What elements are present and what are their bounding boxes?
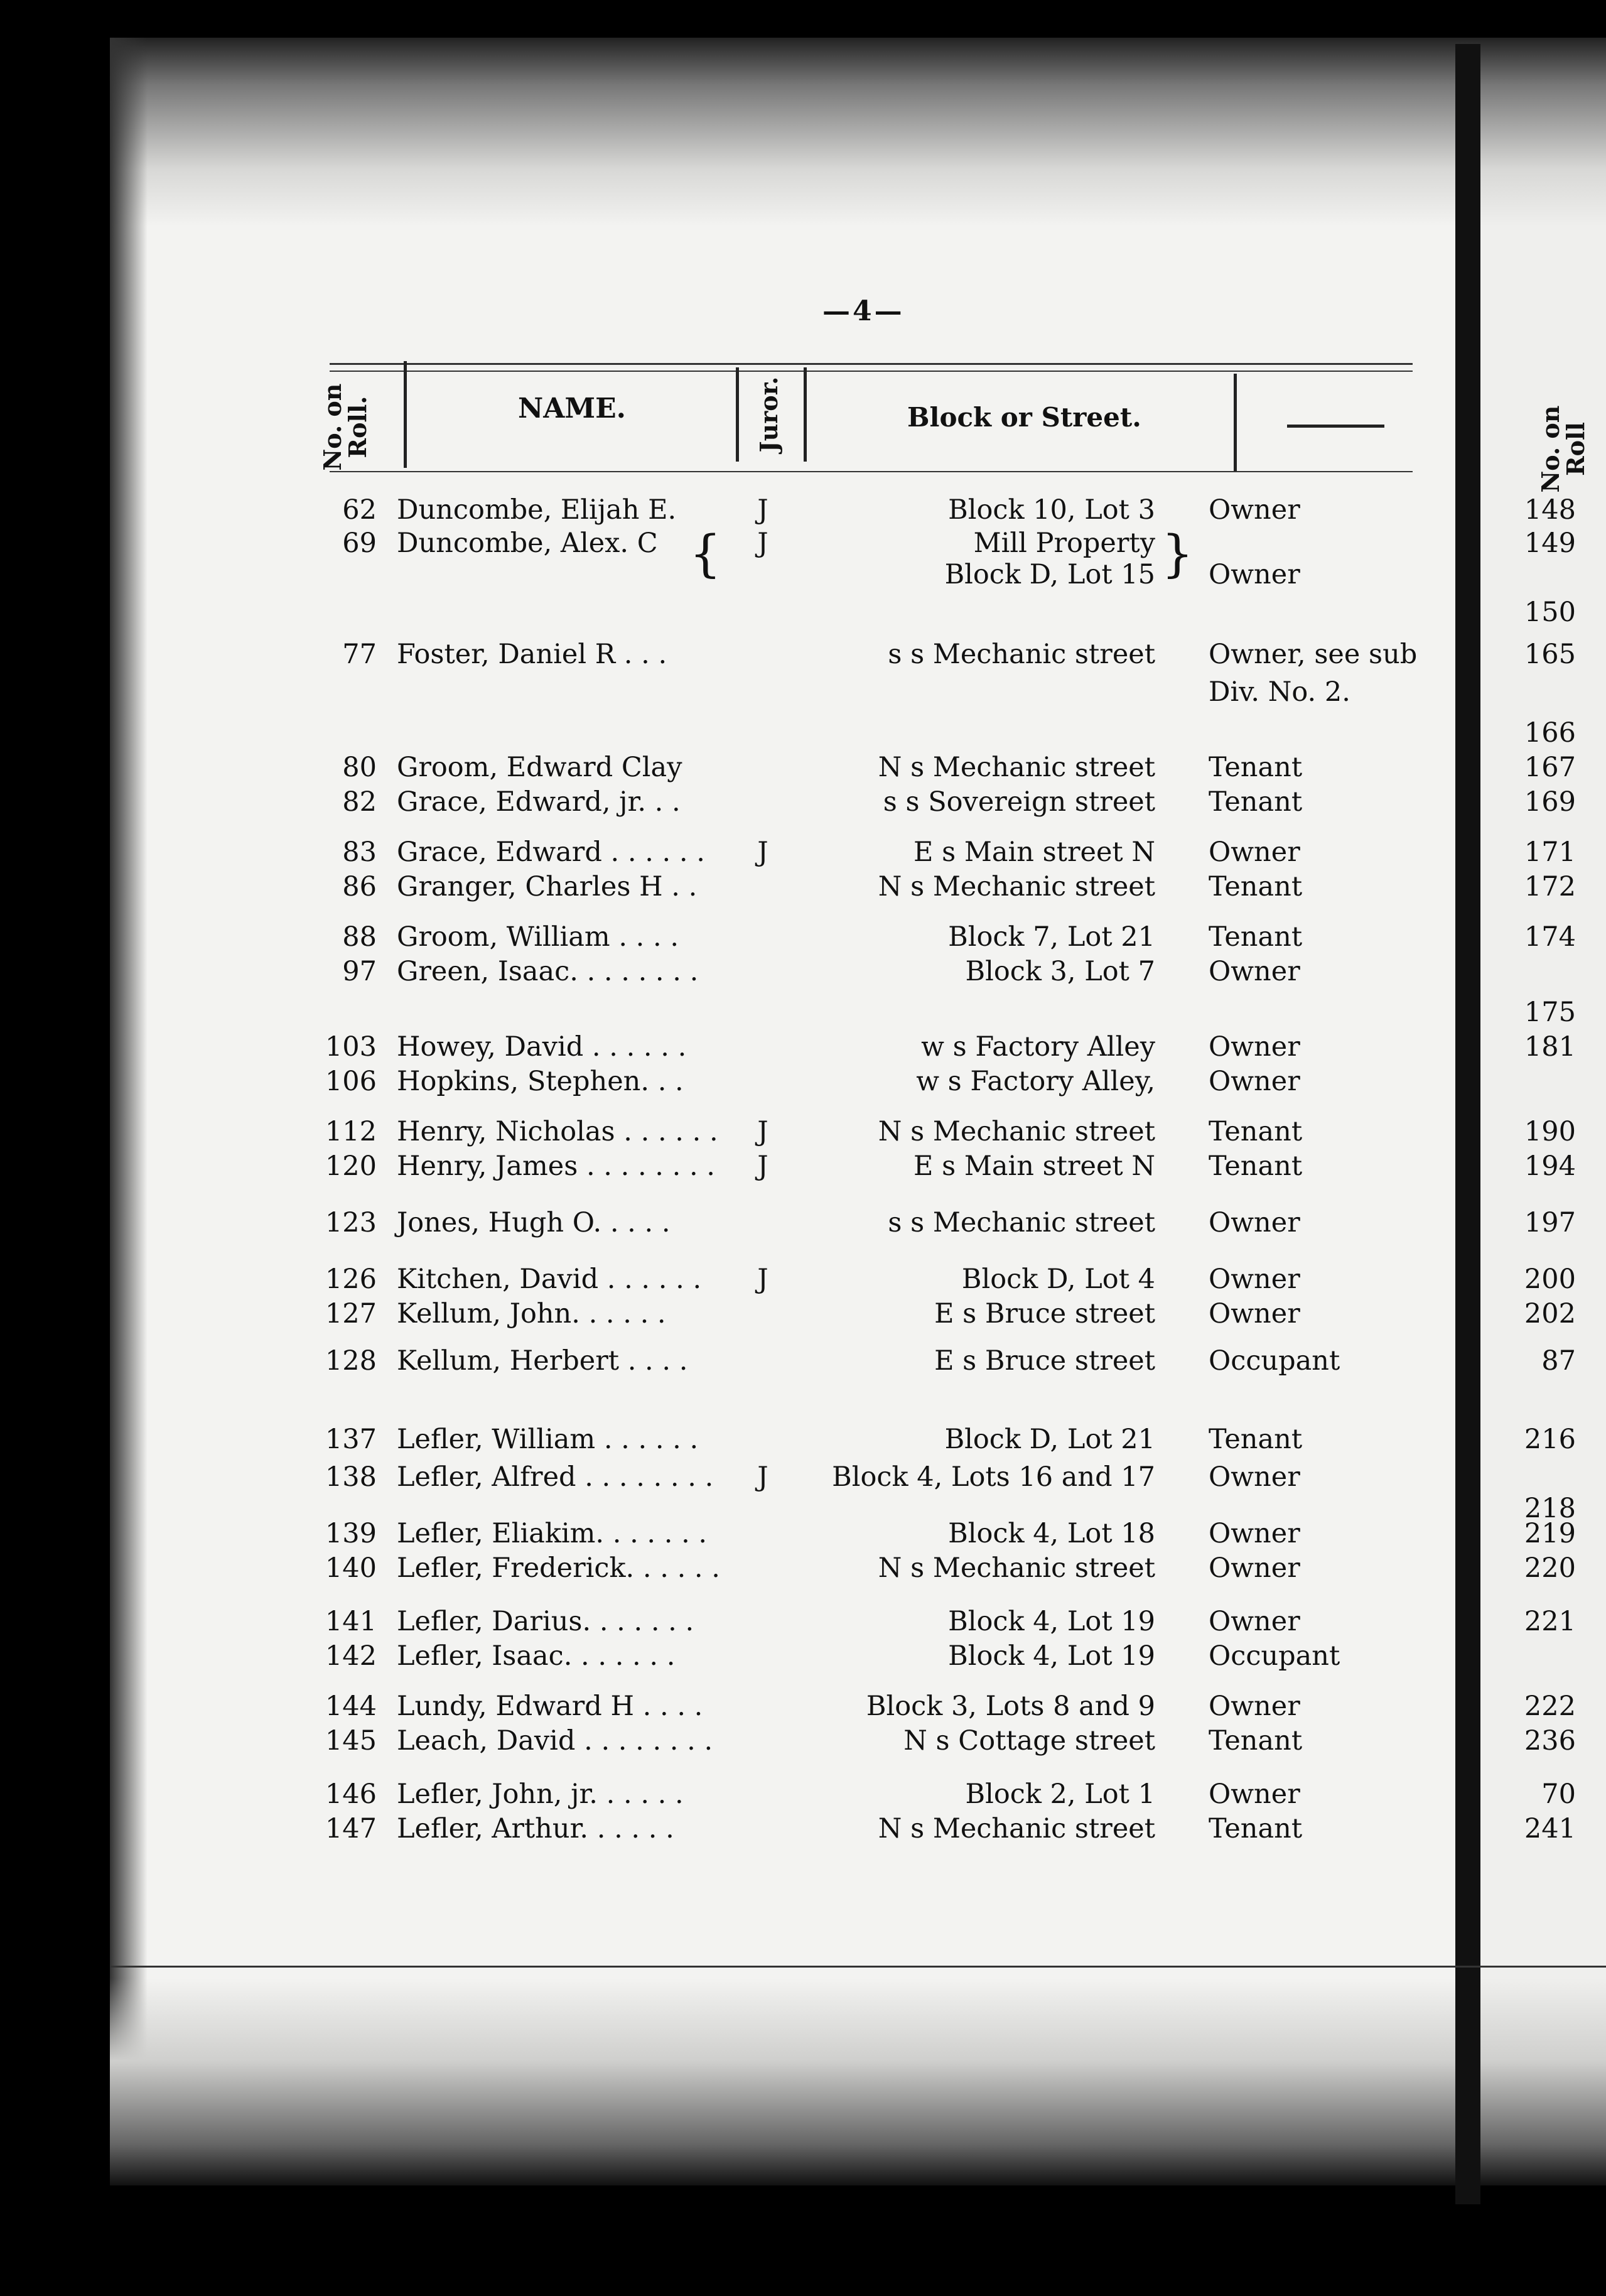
table-row	[0, 750, 1606, 784]
roll-number: 128	[325, 1345, 377, 1377]
table-row	[0, 835, 1606, 869]
person-name: Duncombe, Elijah E.	[397, 494, 677, 526]
header-rule-top	[330, 363, 1413, 365]
person-name: Groom, Edward Clay	[397, 752, 682, 783]
right-roll-number: 197	[1524, 1207, 1576, 1238]
right-roll-number: 175	[1524, 997, 1576, 1028]
right-roll-number: 70	[1541, 1779, 1576, 1810]
occupancy-status: Owner	[1209, 837, 1300, 868]
block-or-street: Mill Property	[973, 528, 1155, 559]
right-roll-number: 167	[1524, 752, 1576, 783]
block-or-street: Block 4, Lot 19	[948, 1606, 1155, 1637]
header-rule-top-2	[330, 371, 1413, 372]
person-name: Leach, David . . . . . . . .	[397, 1725, 713, 1757]
person-name: Kitchen, David . . . . . .	[397, 1264, 702, 1295]
block-or-street: Block 3, Lot 7	[965, 956, 1155, 987]
person-name: Jones, Hugh O. . . . .	[397, 1207, 671, 1238]
roll-number: 145	[325, 1725, 377, 1757]
table-row	[0, 1812, 1606, 1846]
table-row	[0, 1777, 1606, 1811]
table-row	[0, 637, 1606, 671]
person-name: Howey, David . . . . . .	[397, 1031, 687, 1063]
right-roll-number: 172	[1524, 871, 1576, 902]
right-roll-number: 216	[1524, 1424, 1576, 1455]
table-row	[0, 1262, 1606, 1296]
occupancy-status: Tenant	[1209, 1725, 1303, 1757]
roll-number: 112	[325, 1116, 377, 1147]
occupancy-status: Owner	[1209, 1518, 1300, 1549]
table-row	[0, 785, 1606, 819]
block-or-street: N s Mechanic street	[878, 1552, 1155, 1584]
occupancy-status: Owner	[1209, 1691, 1300, 1722]
block-or-street: N s Mechanic street	[878, 1116, 1155, 1147]
juror-mark: J	[757, 837, 768, 868]
occupancy-status: Occupant	[1209, 1345, 1340, 1377]
left-page	[110, 38, 1491, 2185]
occupancy-status: Tenant	[1209, 1813, 1303, 1844]
occupancy-status: Owner	[1209, 1207, 1300, 1238]
roll-number: 97	[342, 956, 377, 987]
person-name: Groom, William . . . .	[397, 921, 679, 953]
occupancy-status: Owner	[1209, 1066, 1300, 1097]
scan-shadow-bottom-right	[1480, 1978, 1606, 2185]
block-or-street: E s Main street N	[913, 837, 1155, 868]
occupancy-status: Tenant	[1209, 921, 1303, 953]
occupancy-status: Owner	[1209, 1779, 1300, 1810]
block-or-street: N s Mechanic street	[878, 752, 1155, 783]
roll-number: 103	[325, 1031, 377, 1063]
occupancy-status: Owner	[1209, 1264, 1300, 1295]
table-row	[0, 1460, 1606, 1494]
scan-shadow-left	[110, 38, 148, 2185]
block-or-street: s s Mechanic street	[888, 639, 1155, 670]
roll-number: 62	[342, 494, 377, 526]
right-roll-number: 165	[1524, 639, 1576, 670]
person-name: Lefler, Alfred . . . . . . . .	[397, 1461, 714, 1493]
block-or-street: s s Mechanic street	[888, 1207, 1155, 1238]
roll-number: 120	[325, 1151, 377, 1182]
occupancy-status: Tenant	[1209, 752, 1303, 783]
header-no-on-roll: No. on Roll.	[318, 383, 372, 471]
person-name: Lefler, Eliakim. . . . . . .	[397, 1518, 708, 1549]
table-row	[0, 1064, 1606, 1098]
right-roll-number: 219	[1524, 1518, 1576, 1549]
block-or-street: N s Mechanic street	[878, 1813, 1155, 1844]
block-or-street: Block 2, Lot 1	[965, 1779, 1155, 1810]
person-name: Lefler, Isaac. . . . . . .	[397, 1640, 676, 1672]
occupancy-status: Owner	[1209, 1298, 1300, 1329]
block-or-street: Block 10, Lot 3	[948, 494, 1155, 526]
roll-number: 139	[325, 1518, 377, 1549]
right-roll-number: 194	[1524, 1151, 1576, 1182]
roll-number: 123	[325, 1207, 377, 1238]
juror-mark: J	[757, 1151, 768, 1182]
occupancy-status: Owner	[1209, 559, 1300, 590]
person-name: Grace, Edward . . . . . .	[397, 837, 705, 868]
roll-number: 86	[342, 871, 377, 902]
block-or-street: Block 3, Lots 8 and 9	[866, 1691, 1155, 1722]
person-name: Lundy, Edward H . . . .	[397, 1691, 703, 1722]
block-or-street: s s Sovereign street	[883, 786, 1155, 818]
right-roll-number: 220	[1524, 1552, 1576, 1584]
roll-number: 141	[325, 1606, 377, 1637]
juror-mark: J	[757, 1264, 768, 1295]
occupancy-status: Owner, see sub	[1209, 639, 1418, 670]
block-or-street: Block 7, Lot 21	[948, 921, 1155, 953]
right-roll-number: 174	[1524, 921, 1576, 953]
table-row	[0, 1689, 1606, 1723]
table-row	[0, 595, 1606, 629]
occupancy-status: Tenant	[1209, 786, 1303, 818]
header-juror: Juror.	[755, 376, 783, 453]
header-divider-2	[736, 367, 739, 462]
table-row	[0, 1639, 1606, 1673]
scan-line	[110, 1966, 1606, 1968]
table-row	[0, 1551, 1606, 1585]
occupancy-status: Occupant	[1209, 1640, 1340, 1672]
person-name: Granger, Charles H . .	[397, 871, 698, 902]
person-name: Lefler, Arthur. . . . . .	[397, 1813, 674, 1844]
brace-right: }	[1161, 524, 1194, 583]
block-or-street: Block D, Lot 15	[944, 559, 1155, 590]
person-name: Duncombe, Alex. C	[397, 528, 658, 559]
header-name: NAME.	[518, 393, 626, 425]
scan-shadow-top-right	[1480, 38, 1606, 226]
right-roll-number: 149	[1524, 528, 1576, 559]
header-dash	[1287, 425, 1384, 428]
right-roll-number: 236	[1524, 1725, 1576, 1757]
roll-number: 127	[325, 1298, 377, 1329]
person-name: Kellum, Herbert . . . .	[397, 1345, 688, 1377]
occupancy-status: Owner	[1209, 1461, 1300, 1493]
right-roll-number: 150	[1524, 597, 1576, 628]
roll-number: 126	[325, 1264, 377, 1295]
roll-number: 138	[325, 1461, 377, 1493]
roll-number: 82	[342, 786, 377, 818]
header-rule-bottom	[330, 471, 1413, 472]
roll-number: 142	[325, 1640, 377, 1672]
header-divider-4	[1234, 374, 1237, 471]
table-row	[0, 1149, 1606, 1183]
table-row	[0, 1422, 1606, 1456]
right-roll-number: 200	[1524, 1264, 1576, 1295]
table-row	[0, 1517, 1606, 1551]
right-roll-number: 190	[1524, 1116, 1576, 1147]
occupancy-status: Tenant	[1209, 1116, 1303, 1147]
block-or-street: Block 4, Lots 16 and 17	[832, 1461, 1155, 1493]
person-name: Green, Isaac. . . . . . . .	[397, 956, 699, 987]
table-row	[0, 920, 1606, 954]
juror-mark: J	[757, 1461, 768, 1493]
person-name: Lefler, William . . . . . .	[397, 1424, 699, 1455]
table-row	[0, 716, 1606, 750]
roll-number: 77	[342, 639, 377, 670]
roll-number: 140	[325, 1552, 377, 1584]
person-name: Foster, Daniel R . . .	[397, 639, 667, 670]
right-roll-number: 181	[1524, 1031, 1576, 1063]
right-roll-number: 87	[1541, 1345, 1576, 1377]
brace-left: {	[689, 524, 721, 583]
roll-number: 69	[342, 528, 377, 559]
occupancy-status: Owner	[1209, 494, 1300, 526]
block-or-street: w s Factory Alley,	[916, 1066, 1155, 1097]
roll-number: 88	[342, 921, 377, 953]
page-number: —4—	[822, 295, 905, 327]
roll-number: 147	[325, 1813, 377, 1844]
right-roll-number: 218	[1524, 1493, 1576, 1524]
right-roll-number: 241	[1524, 1813, 1576, 1844]
table-row	[0, 1344, 1606, 1378]
block-or-street: Block D, Lot 21	[944, 1424, 1155, 1455]
occupancy-status: Div. No. 2.	[1209, 676, 1350, 708]
occupancy-status: Owner	[1209, 1552, 1300, 1584]
table-row	[0, 493, 1606, 527]
occupancy-status: Owner	[1209, 956, 1300, 987]
table-row	[0, 1115, 1606, 1149]
roll-number: 137	[325, 1424, 377, 1455]
header-right-no-on-roll: No. on Roll	[1536, 405, 1590, 493]
right-page-edge	[1480, 38, 1606, 2185]
occupancy-status: Owner	[1209, 1606, 1300, 1637]
roll-number: 80	[342, 752, 377, 783]
right-roll-number: 222	[1524, 1691, 1576, 1722]
table-row	[0, 995, 1606, 1029]
person-name: Lefler, Frederick. . . . . .	[397, 1552, 720, 1584]
right-roll-number: 171	[1524, 837, 1576, 868]
table-row	[0, 1030, 1606, 1064]
person-name: Henry, Nicholas . . . . . .	[397, 1116, 718, 1147]
right-roll-number: 166	[1524, 717, 1576, 749]
roll-number: 144	[325, 1691, 377, 1722]
roll-number: 146	[325, 1779, 377, 1810]
person-name: Henry, James . . . . . . . .	[397, 1151, 715, 1182]
person-name: Lefler, John, jr. . . . . .	[397, 1779, 684, 1810]
table-row	[0, 558, 1606, 592]
juror-mark: J	[757, 528, 768, 559]
header-divider-3	[804, 367, 807, 462]
header-block-or-street: Block or Street.	[907, 402, 1141, 433]
person-name: Lefler, Darius. . . . . . .	[397, 1606, 694, 1637]
juror-mark: J	[757, 1116, 768, 1147]
right-roll-number: 148	[1524, 494, 1576, 526]
block-or-street: Block 4, Lot 19	[948, 1640, 1155, 1672]
header-divider-1	[404, 361, 407, 468]
occupancy-status: Owner	[1209, 1031, 1300, 1063]
block-or-street: E s Bruce street	[934, 1345, 1155, 1377]
block-or-street: Block D, Lot 4	[961, 1264, 1155, 1295]
table-row	[0, 1297, 1606, 1331]
table-row	[0, 675, 1606, 709]
block-or-street: E s Bruce street	[934, 1298, 1155, 1329]
block-or-street: Block 4, Lot 18	[948, 1518, 1155, 1549]
table-row	[0, 955, 1606, 988]
person-name: Grace, Edward, jr. . .	[397, 786, 681, 818]
occupancy-status: Tenant	[1209, 1424, 1303, 1455]
right-roll-number: 202	[1524, 1298, 1576, 1329]
person-name: Hopkins, Stephen. . .	[397, 1066, 684, 1097]
roll-number: 83	[342, 837, 377, 868]
block-or-street: w s Factory Alley	[921, 1031, 1155, 1063]
table-row	[0, 870, 1606, 904]
table-row	[0, 1724, 1606, 1758]
table-row	[0, 1605, 1606, 1638]
block-or-street: E s Main street N	[913, 1151, 1155, 1182]
scan-shadow-top	[110, 38, 1491, 226]
occupancy-status: Tenant	[1209, 1151, 1303, 1182]
juror-mark: J	[757, 494, 768, 526]
scan-shadow-bottom	[110, 1978, 1491, 2185]
table-row	[0, 1206, 1606, 1240]
roll-number: 106	[325, 1066, 377, 1097]
block-or-street: N s Cottage street	[903, 1725, 1155, 1757]
right-roll-number: 221	[1524, 1606, 1576, 1637]
table-row	[0, 526, 1606, 560]
block-or-street: N s Mechanic street	[878, 871, 1155, 902]
right-roll-number: 169	[1524, 786, 1576, 818]
occupancy-status: Tenant	[1209, 871, 1303, 902]
person-name: Kellum, John. . . . . .	[397, 1298, 666, 1329]
